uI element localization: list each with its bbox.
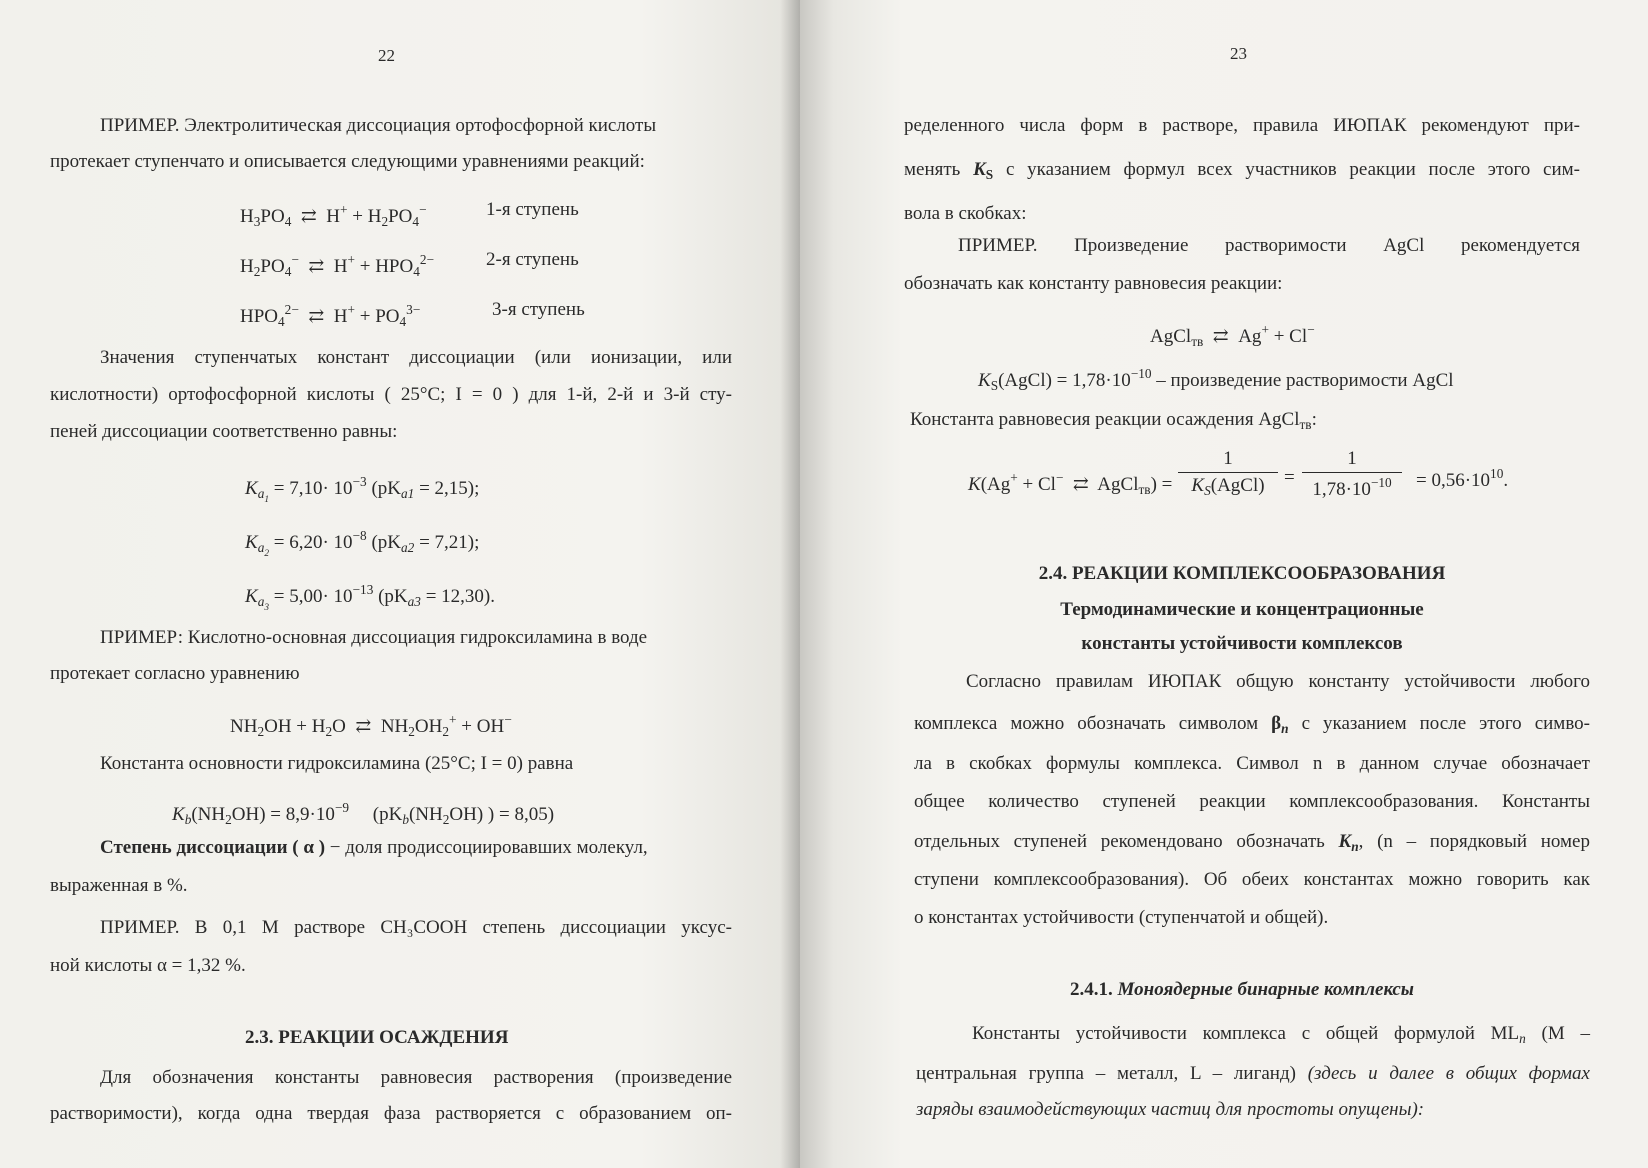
paragraph-line: отдельных ступеней рекомендовано обозначать $K_n$, (n – порядковый номер xyxy=(914,831,1590,854)
constant-ka1: $K_{a_1} = 7,10\cdot 10^{-3}$ $(pK_{a1} = 2,15)$; xyxy=(245,474,480,505)
equation-step-label: 1-я ступень xyxy=(486,199,579,220)
equation-result: = $0,56\cdot 10^{10}$. xyxy=(1416,466,1509,491)
section-heading: 2.4. РЕАКЦИИ КОМПЛЕКСООБРАЗОВАНИЯ xyxy=(1038,563,1446,584)
fraction-2: 1 $1,78\cdot 10^{-10}$ xyxy=(1302,448,1402,501)
paragraph-line: ределенного числа форм в растворе, правила ИЮПАК рекомендуют при- xyxy=(904,115,1580,136)
page-number: 22 xyxy=(378,46,395,65)
section-heading: 2.3. РЕАКЦИИ ОСАЖДЕНИЯ xyxy=(245,1027,509,1048)
constant-ka2: $K_{a_2} = 6,20\cdot 10^{-8}$ $(pK_{a2} = 7,21)$; xyxy=(245,528,480,559)
equation-agcl: AgCl$_{тв}$ ⇄ Ag+ + Cl− xyxy=(1150,322,1315,349)
equation-precipitation-lhs: K(Ag+ + Cl− ⇄ AgCl$_{тв}$) = xyxy=(968,470,1173,497)
paragraph-line: ПРИМЕР. Электролитическая диссоциация ортофосфорной кислоты xyxy=(100,115,657,136)
paragraph-line: Константы устойчивости комплекса с общей формулой $ML_n$ (M – xyxy=(972,1023,1590,1046)
left-page xyxy=(0,0,800,1168)
paragraph-line: ной кислоты α = 1,32 %. xyxy=(50,955,246,976)
paragraph-line: о константах устойчивости (ступенчатой и общей). xyxy=(914,907,1329,928)
paragraph-line: ла в скобках формулы комплекса. Символ n в данном случае обозначает xyxy=(914,753,1590,774)
equation-step-3: $HPO_4^{2-}$ ⇄ $H^+ + PO_4^{3-}$ xyxy=(240,302,421,329)
paragraph-line: Для обозначения константы равновесия растворения (произведение xyxy=(100,1067,732,1088)
paragraph-line: ПРИМЕР. В 0,1 М растворе CH₃COOH степень диссоциации уксус- xyxy=(100,917,732,938)
term-bold: Степень диссоциации ( α ) xyxy=(100,837,326,858)
paragraph-line: менять $K_S$ с указанием формул всех участников реакции после этого сим- xyxy=(904,159,1580,182)
paragraph-line: общее количество ступеней реакции комплексообразования. Константы xyxy=(914,791,1590,812)
right-page xyxy=(800,0,1648,1168)
constant-kb: $K_b(NH_2OH) = 8,9\cdot 10^{-9}$ ($pK_b(NH_2OH)$ ) = 8,05) xyxy=(172,800,555,827)
paragraph-line: ступени комплексообразования). Об обеих константах можно говорить как xyxy=(914,869,1590,890)
paragraph-line: Значения ступенчатых констант диссоциации (или ионизации, или xyxy=(100,347,732,368)
page-number: 23 xyxy=(1230,44,1247,63)
paragraph-line: пеней диссоциации соответственно равны: xyxy=(50,421,398,442)
paragraph-line: выраженная в %. xyxy=(50,875,188,896)
paragraph-line: Константа основности гидроксиламина (25°C; I = 0) равна xyxy=(100,753,574,774)
equals-sign: = xyxy=(1284,467,1295,488)
paragraph-line: ПРИМЕР. Произведение растворимости AgCl рекомендуется xyxy=(958,235,1580,256)
paragraph-line: кислотности) ортофосфорной кислоты ( 25°C; I = 0 ) для 1-й, 2-й и 3-й сту- xyxy=(50,384,732,405)
paragraph-line: Степень диссоциации ( α ) − доля продиссоциировавших молекул, xyxy=(100,837,648,858)
subsection-heading: 2.4.1. Моноядерные бинарные комплексы xyxy=(1070,979,1414,1000)
equation-step-1: $H_3PO_4$ ⇄ $H^+ + H_2PO_4^-$ xyxy=(240,202,427,229)
fraction-1: 1 $K_S(AgCl)$ xyxy=(1178,448,1278,499)
subsection-heading: константы устойчивости комплексов xyxy=(1081,633,1403,654)
equation-step-label: 2-я ступень xyxy=(486,249,579,270)
paragraph-line: обозначать как константу равновесия реакции: xyxy=(904,273,1283,294)
subsection-heading: Термодинамические и концентрационные xyxy=(1060,599,1424,620)
constant-ks: $K_S(AgCl) = 1,78\cdot 10^{-10}$ – произведение растворимости AgCl xyxy=(978,366,1454,393)
paragraph-line: Константа равновесия реакции осаждения AgCl$_{тв}$: xyxy=(910,409,1317,432)
paragraph-line: протекает ступенчато и описывается следующими уравнениями реакций: xyxy=(50,151,645,172)
paragraph-line: комплекса можно обозначать символом $\beta_n$ с указанием после этого симво- xyxy=(914,713,1590,736)
paragraph-line: центральная группа – металл, L – лиганд) (здесь и далее в общих формах xyxy=(916,1063,1590,1084)
paragraph-line: протекает согласно уравнению xyxy=(50,663,300,684)
paragraph-line: заряды взаимодействующих частиц для простоты опущены): xyxy=(916,1099,1425,1120)
paragraph-line: вола в скобках: xyxy=(904,203,1027,224)
paragraph-line: Согласно правилам ИЮПАК общую константу устойчивости любого xyxy=(966,671,1590,692)
paragraph-line: ПРИМЕР: Кислотно-основная диссоциация гидроксиламина в воде xyxy=(100,627,648,648)
constant-ka3: $K_{a_3} = 5,00\cdot 10^{-13}$ $(pK_{a3} = 12,30)$. xyxy=(245,582,495,613)
equation-step-label: 3-я ступень xyxy=(492,299,585,320)
equation-hydroxylamine: $NH_2OH + H_2O$ ⇄ $NH_2OH_2^+ + OH^-$ xyxy=(230,712,512,739)
paragraph-line: растворимости), когда одна твердая фаза растворяется с образованием оп- xyxy=(50,1103,732,1124)
equation-step-2: $H_2PO_4^-$ ⇄ $H^+ + HPO_4^{2-}$ xyxy=(240,252,435,279)
